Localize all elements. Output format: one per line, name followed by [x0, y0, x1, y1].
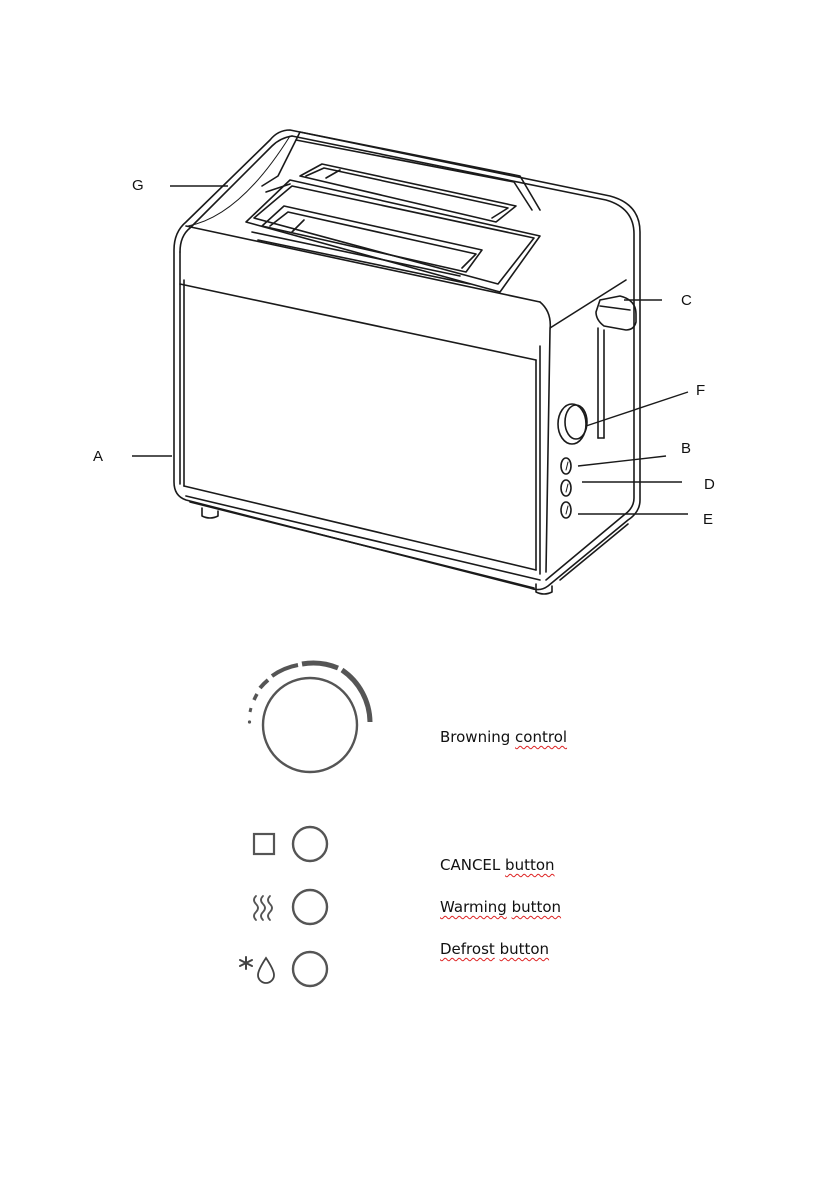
- warming-circle: [293, 890, 327, 924]
- lever: [596, 296, 636, 330]
- legend-defrost-button: [440, 940, 549, 958]
- side-button-d: [561, 480, 571, 496]
- legend-cancel-button-word: button: [505, 856, 555, 874]
- callout-b: B: [681, 440, 692, 457]
- leader-b: [578, 456, 666, 466]
- legend-cancel-button: [440, 856, 555, 874]
- callout-e: E: [703, 511, 714, 528]
- legend-browning-word: Browning: [440, 728, 516, 746]
- callout-c: C: [681, 292, 692, 309]
- callout-d: D: [704, 476, 715, 493]
- browning-dial: [263, 678, 357, 772]
- legend-defrost-word: Defrost: [440, 940, 495, 958]
- callout-f: F: [696, 382, 706, 399]
- legend-warming-button: [440, 898, 561, 916]
- callout-a: A: [93, 448, 104, 465]
- cancel-square-icon: [254, 834, 274, 854]
- defrost-circle: [293, 952, 327, 986]
- legend-defrost-button-word: button: [499, 940, 550, 958]
- legend-warming-button-word: button: [511, 898, 562, 916]
- legend-browning-control: [440, 728, 567, 746]
- legend-warming-word: Warming: [440, 898, 507, 916]
- warming-heat-waves-icon: [254, 896, 272, 920]
- toaster-body-outline: [174, 130, 640, 590]
- slot-1: [300, 164, 516, 222]
- side-button-e: [561, 502, 571, 518]
- callout-g: G: [132, 177, 144, 194]
- legend-browning-control-word: control: [515, 728, 568, 746]
- leader-f: [586, 392, 688, 426]
- defrost-snowflake-drop-icon: [240, 957, 274, 983]
- cancel-circle: [293, 827, 327, 861]
- side-button-b: [561, 458, 571, 474]
- legend-cancel-word: CANCEL: [440, 856, 506, 874]
